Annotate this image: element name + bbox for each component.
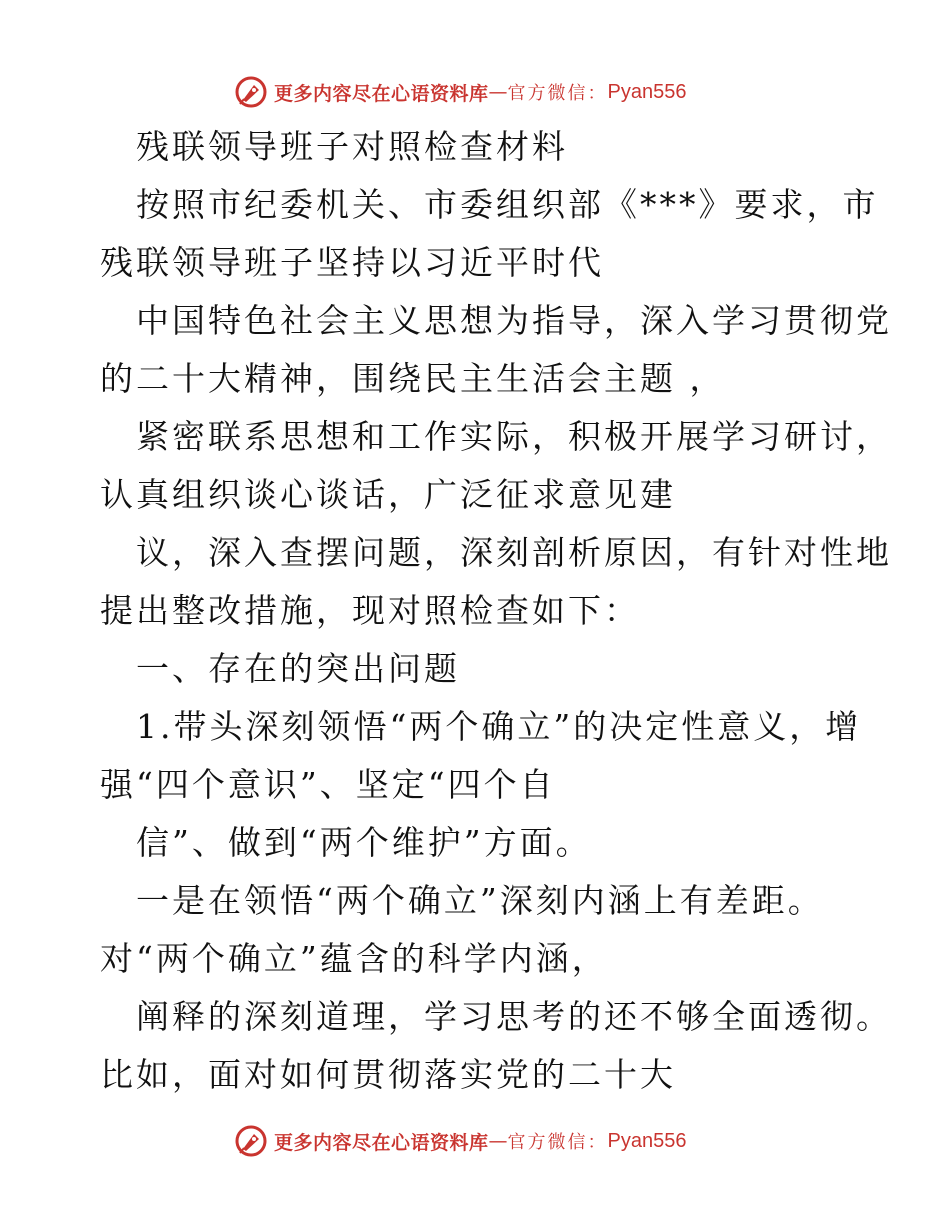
- paragraph-line: 对“两个确立”蕴含的科学内涵，: [100, 939, 608, 978]
- paragraph-line: 比如，面对如何贯彻落实党的二十大: [100, 1055, 676, 1094]
- paragraph-line: 提出整改措施，现对照检查如下：: [100, 591, 640, 630]
- watermark-wechat-id: Pyan556: [607, 1129, 687, 1152]
- paragraph-line: 紧密联系思想和工作实际，积极开展学习研讨，: [136, 417, 892, 456]
- watermark-separator: —: [488, 81, 508, 103]
- paragraph-line: 议，深入查摆问题，深刻剖析原因，有针对性地: [136, 533, 892, 572]
- paragraph-line: 一是在领悟“两个确立”深刻内涵上有差距。: [136, 881, 824, 920]
- paragraph-line: 按照市纪委机关、市委组织部《***》要求，市: [136, 185, 879, 224]
- document-title: 残联领导班子对照检查材料: [136, 127, 568, 166]
- watermark-banner-top: [234, 72, 686, 112]
- paragraph-line: 中国特色社会主义思想为指导，深入学习贯彻党: [136, 301, 892, 340]
- pen-nib-circle-icon: [234, 1124, 268, 1158]
- paragraph-line: 的二十大精神，围绕民主生活会主题 ，: [100, 359, 726, 398]
- section-heading: 一、存在的突出问题: [136, 649, 460, 688]
- paragraph-line: 强“四个意识”、坚定“四个自: [100, 765, 556, 804]
- watermark-official-label: 官方微信：: [507, 1132, 608, 1153]
- watermark-separator: —: [488, 1130, 508, 1152]
- paragraph-line: 残联领导班子坚持以习近平时代: [100, 243, 604, 282]
- paragraph-line: 1.带头深刻领悟“两个确立”的决定性意义，增: [136, 707, 862, 746]
- paragraph-line: 信”、做到“两个维护”方面。: [136, 823, 592, 862]
- watermark-text: 更多内容尽在心语资料库: [274, 1131, 489, 1154]
- pen-nib-circle-icon: [234, 75, 268, 109]
- watermark-text: 更多内容尽在心语资料库: [274, 82, 489, 105]
- paragraph-line: 认真组织谈心谈话，广泛征求意见建: [100, 475, 676, 514]
- watermark-official-label: 官方微信：: [507, 83, 608, 104]
- paragraph-line: 阐释的深刻道理，学习思考的还不够全面透彻。: [136, 997, 892, 1036]
- watermark-wechat-id: Pyan556: [607, 80, 687, 103]
- watermark-banner-bottom: [234, 1121, 686, 1161]
